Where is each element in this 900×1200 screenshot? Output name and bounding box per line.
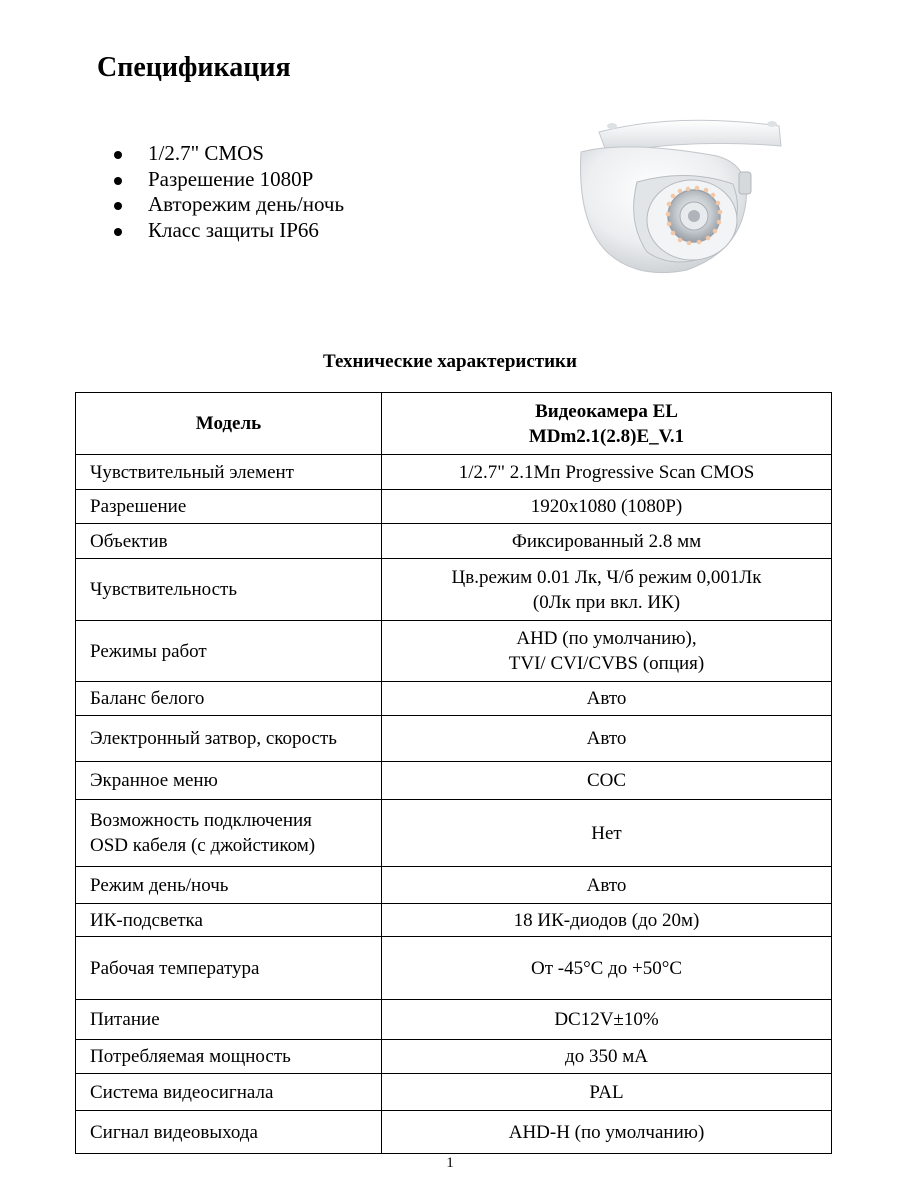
- feature-text: Класс защиты IP66: [148, 217, 319, 242]
- list-item: [108, 192, 344, 218]
- dome-camera-image: [567, 112, 787, 280]
- page-number: 1: [446, 1155, 454, 1171]
- row-value-line: Цв.режим 0.01 Лк, Ч/б режим 0,001Лк: [451, 566, 762, 588]
- row-value: 1/2.7" 2.1Мп Progressive Scan CMOS: [382, 455, 832, 490]
- row-value: до 350 мА: [382, 1040, 832, 1074]
- row-label: Баланс белого: [76, 682, 382, 716]
- feature-list: [108, 141, 344, 243]
- row-label: ИК-подсветка: [76, 904, 382, 937]
- row-label: Режим день/ночь: [76, 867, 382, 904]
- row-value: Авто: [382, 682, 832, 716]
- row-value: 1920x1080 (1080P): [382, 490, 832, 524]
- row-value: DC12V±10%: [382, 1000, 832, 1040]
- row-label: Режимы работ: [76, 621, 382, 682]
- list-item: [108, 167, 344, 193]
- row-label: Электронный затвор, скорость: [76, 716, 382, 762]
- table-row: [76, 1000, 832, 1040]
- table-title: Технические характеристики: [323, 351, 577, 372]
- page-title: Спецификация: [97, 52, 291, 83]
- table-row: [76, 937, 832, 1000]
- list-item: [108, 218, 344, 244]
- table-row: [76, 559, 832, 621]
- row-value: Фиксированный 2.8 мм: [382, 524, 832, 559]
- bullet-icon: [114, 151, 122, 159]
- row-value: От -45°C до +50°C: [382, 937, 832, 1000]
- table-row: [76, 524, 832, 559]
- row-value: Авто: [382, 716, 832, 762]
- row-value-line: TVI/ CVI/CVBS (опция): [508, 653, 705, 674]
- header-label-cell: Модель: [76, 393, 382, 455]
- row-value: Авто: [382, 867, 832, 904]
- feature-text: Разрешение 1080P: [148, 166, 314, 191]
- table-row: [76, 1074, 832, 1111]
- header-value-line: Видеокамера EL: [535, 400, 678, 422]
- header-value-cell: [382, 393, 832, 455]
- row-value: COC: [382, 762, 832, 800]
- row-label-line: OSD кабеля (с джойстиком): [90, 835, 316, 856]
- row-label: Рабочая температура: [76, 937, 382, 1000]
- table-row: [76, 621, 832, 682]
- header-value-line: MDm2.1(2.8)E_V.1: [528, 425, 685, 447]
- row-label-line: Возможность подключения: [90, 810, 312, 831]
- row-value: [382, 559, 832, 621]
- table-row: [76, 904, 832, 937]
- bullet-icon: [114, 177, 122, 185]
- table-row: [76, 490, 832, 524]
- row-label: Разрешение: [76, 490, 382, 524]
- row-label: Потребляемая мощность: [76, 1040, 382, 1074]
- row-value: AHD-H (по умолчанию): [382, 1111, 832, 1154]
- list-item: [108, 141, 344, 167]
- row-value: 18 ИК-диодов (до 20м): [382, 904, 832, 937]
- table-row: [76, 867, 832, 904]
- table-row: [76, 1111, 832, 1154]
- row-value: Нет: [382, 800, 832, 867]
- row-label: Сигнал видеовыхода: [76, 1111, 382, 1154]
- row-label: [76, 800, 382, 867]
- table-row: [76, 716, 832, 762]
- table-header-row: [76, 393, 832, 455]
- table-row: [76, 800, 832, 867]
- table-row: [76, 1040, 832, 1074]
- row-value-line: AHD (по умолчанию),: [516, 628, 697, 649]
- row-label: Чувствительность: [76, 559, 382, 621]
- row-label: Чувствительный элемент: [76, 455, 382, 490]
- specs-table: [75, 392, 832, 1154]
- bullet-icon: [114, 202, 122, 210]
- row-value-line: (0Лк при вкл. ИК): [532, 591, 681, 613]
- table-row: [76, 455, 832, 490]
- row-label: Экранное меню: [76, 762, 382, 800]
- table-row: [76, 762, 832, 800]
- row-label: Питание: [76, 1000, 382, 1040]
- row-label: Система видеосигнала: [76, 1074, 382, 1111]
- feature-text: 1/2.7" CMOS: [148, 141, 264, 165]
- row-label: Объектив: [76, 524, 382, 559]
- row-value: PAL: [382, 1074, 832, 1111]
- bullet-icon: [114, 228, 122, 236]
- table-row: [76, 682, 832, 716]
- feature-text: Авторежим день/ночь: [148, 192, 345, 216]
- row-value: [382, 621, 832, 682]
